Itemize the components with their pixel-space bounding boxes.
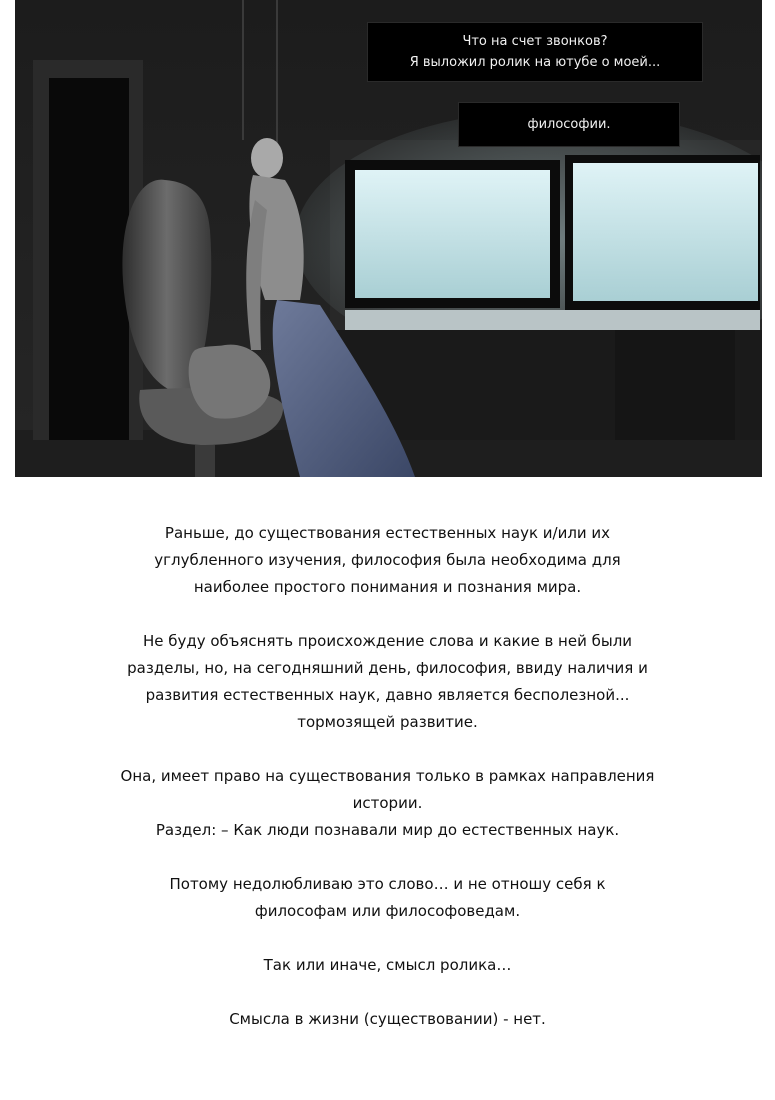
desk-surface	[345, 310, 760, 330]
speech-caption-2	[458, 102, 680, 147]
text-line: Раздел: – Как люди познавали мир до естественных наук.	[155, 821, 620, 839]
text-line: развития естественных наук, давно является бесполезной...	[145, 686, 630, 704]
caption-line: философии.	[527, 117, 611, 132]
text-line: Не буду объяснять происхождение слова и какие в ней были	[142, 632, 633, 650]
chair-stem	[195, 445, 215, 477]
text-line: разделы, но, на сегодняшний день, философия, ввиду наличия и	[127, 659, 648, 677]
text-line: Она, имеет право на существования только в рамках направления	[120, 767, 655, 785]
text-line: тормозящей развитие.	[297, 713, 478, 731]
text-line: наиболее простого понимания и познания мира.	[193, 578, 582, 596]
text-line: философам или философоведам.	[254, 902, 521, 920]
text-line: углубленного изучения, философия была необходима для	[154, 551, 621, 569]
narration-text	[60, 520, 715, 1060]
caption-line: Что на счет звонков?	[462, 34, 608, 49]
paragraph	[60, 871, 715, 925]
text-line: Раньше, до существования естественных наук и/или их	[164, 524, 611, 542]
bag	[189, 345, 271, 419]
text-line: Потому недолюбливаю это слово… и не отношу себя к	[169, 875, 606, 893]
text-line: Смысла в жизни (существовании) - нет.	[229, 1010, 546, 1028]
paragraph	[60, 763, 715, 844]
paragraph	[60, 628, 715, 736]
text-line: Так или иначе, смысл ролика…	[263, 956, 512, 974]
monitor-left-screen	[355, 170, 550, 298]
paragraph	[60, 952, 715, 979]
caption-line: Я выложил ролик на ютубе о моей...	[409, 55, 661, 70]
comic-panel	[15, 0, 762, 477]
paragraph	[60, 520, 715, 601]
text-line: истории.	[352, 794, 423, 812]
monitor-right-screen	[573, 163, 758, 301]
speech-caption-1	[367, 22, 703, 82]
doorway-dark	[49, 78, 129, 440]
paragraph	[60, 1006, 715, 1033]
figure-head	[251, 138, 283, 178]
